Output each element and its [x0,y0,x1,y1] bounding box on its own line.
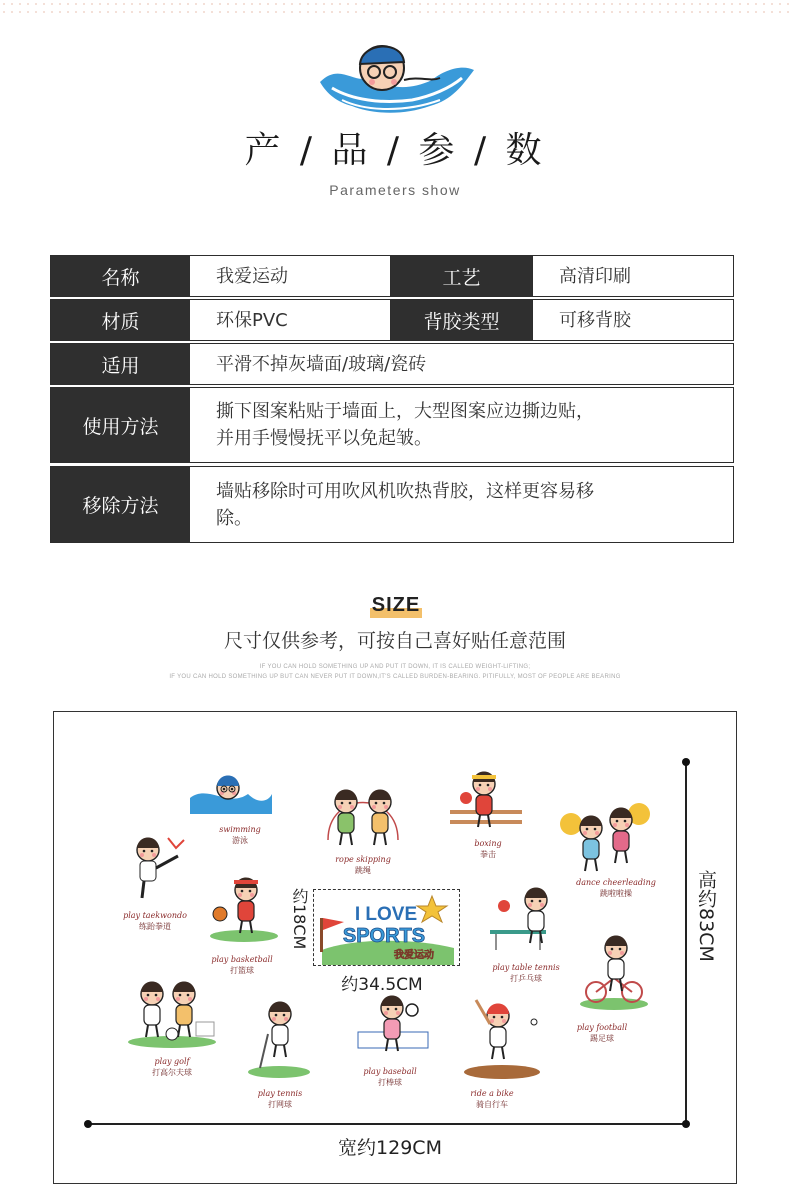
caption-english: play basketball [211,955,273,964]
play-football-figure [578,934,650,1010]
usage-key: 使用方法 [51,388,190,462]
craft-value: 高清印刷 [532,256,733,296]
rope-skipping-figure [318,780,408,850]
figure-caption [330,1066,450,1088]
figure-caption [542,1022,662,1044]
figure-caption [182,954,302,976]
caption-chinese: 跳啦啦操 [600,889,632,898]
remove-key: 移除方法 [51,467,190,542]
caption-english: boxing [474,839,502,848]
param-row-material [50,299,734,341]
material-value: 环保PVC [190,300,391,340]
fine-print-2: IF YOU CAN HOLD SOMETHING UP BUT CAN NEVER PUT IT DOWN,IT'S CALLED BURDEN-BEARING. PITIFULLY, MOST OF PEOPLE ARE BEARING [169,674,621,680]
dance-cheerleading-figure [555,800,655,872]
caption-chinese: 游泳 [232,836,248,845]
backing-value: 可移背胶 [532,300,733,340]
remove-value: 墙贴移除时可用吹风机吹热背胶，这样更容易移除。 [190,467,733,542]
caption-chinese: 打乒乓球 [510,974,542,983]
total-height-label: 高约83CM [695,870,717,962]
caption-english: play football [576,1023,628,1032]
caption-chinese: 拳击 [480,850,496,859]
caption-english: rope skipping [335,855,391,864]
figure-caption [432,1088,552,1110]
caption-english: dance cheerleading [576,878,656,887]
height-dimension-line [685,762,687,1124]
caption-english: swimming [219,825,261,834]
param-row-name [50,255,734,297]
caption-english: play golf [154,1057,190,1066]
apply-value: 平滑不掉灰墙面/玻璃/瓷砖 [190,344,733,384]
caption-chinese: 打棒球 [378,1078,402,1087]
caption-chinese: 骑自行车 [476,1100,508,1109]
logo-line1: I LOVE [354,904,418,925]
play-tennis-figure [246,994,312,1078]
play-table-tennis-figure [486,880,566,956]
swimmer-hero-icon [312,30,478,122]
param-row-apply [50,343,734,385]
caption-english: play tennis [257,1089,303,1098]
material-key: 材质 [51,300,190,340]
backing-key: 背胶类型 [391,300,532,340]
caption-chinese: 练跆拳道 [139,922,171,931]
play-golf-figure [126,976,218,1050]
caption-english: ride a bike [470,1089,514,1098]
figure-caption [180,824,300,846]
logo-width-label: 约34.5CM [341,975,423,995]
ride-a-bike-figure [462,994,542,1080]
caption-chinese: 打篮球 [230,966,254,975]
figure-caption [556,877,676,899]
boxing-figure [446,766,526,834]
page-title: 产 / 品 / 参 / 数 [244,130,546,171]
caption-chinese: 打网球 [268,1100,292,1109]
usage-value: 撕下图案粘贴于墙面上，大型图案应边撕边贴，并用手慢慢抚平以免起皱。 [190,388,733,462]
size-subtitle: 尺寸仅供参考，可按自己喜好贴任意范围 [223,630,566,652]
param-row-usage [50,387,734,463]
size-badge-text: SIZE [371,594,421,616]
logo-line3: 我爱运动 [394,950,434,961]
figure-caption [466,962,586,984]
caption-english: play baseball [363,1067,417,1076]
swimming-figure [188,764,274,818]
dimension-dot [682,1120,690,1128]
caption-chinese: 跳绳 [355,866,371,875]
dimension-dot [682,758,690,766]
total-width-label: 宽约129CM [338,1137,442,1159]
caption-chinese: 踢足球 [590,1034,614,1043]
figure-caption [112,1056,232,1078]
top-dot-pattern [0,0,790,16]
name-key: 名称 [51,256,190,296]
page-subtitle: Parameters show [329,182,461,198]
craft-key: 工艺 [391,256,532,296]
caption-chinese: 打高尔夫球 [152,1068,192,1077]
logo-line2: SPORTS [342,925,426,947]
logo-height-label: 约18CM [290,888,309,950]
caption-english: play table tennis [492,963,560,972]
caption-english: play taekwondo [123,911,187,920]
fine-print-1: IF YOU CAN HOLD SOMETHING UP AND PUT IT DOWN, IT IS CALLED WEIGHT-LIFTING; [259,664,531,670]
figure-caption [220,1088,340,1110]
size-badge [370,594,422,620]
i-love-sports-logo [314,890,459,965]
logo-outline-box [313,889,460,966]
dimension-dot [84,1120,92,1128]
width-dimension-line [87,1123,687,1125]
figure-caption [428,838,548,860]
play-taekwondo-figure [118,832,188,908]
apply-key: 适用 [51,344,190,384]
figure-caption [303,854,423,876]
param-row-remove [50,466,734,543]
play-basketball-figure [208,870,280,944]
name-value: 我爱运动 [190,256,391,296]
figure-caption [95,910,215,932]
play-baseball-figure [356,992,430,1060]
